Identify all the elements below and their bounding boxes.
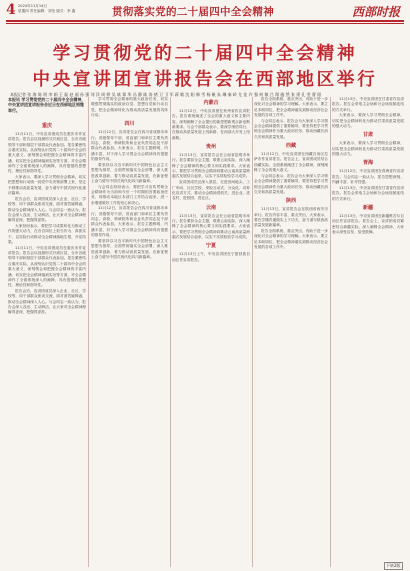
headline-line-1: 学习贯彻党的二十届四中全会精神 xyxy=(52,44,358,64)
article-column-1 xyxy=(8,120,86,566)
paragraph: 要坚持以习近平新时代中国特色社会主义思想为指导，全面贯彻落实全会部署，深入推进改革创新，着力推动高质量发展，在新征程上奋力谱写中国式现代化四川新篇章。 xyxy=(91,162,168,183)
date-line xyxy=(18,4,75,14)
article-column-3 xyxy=(172,97,250,566)
continued-on-page-label: 下转2版 xyxy=(386,563,401,568)
section-heading-guizhou: 贵州 xyxy=(205,144,216,151)
paragraph: 11月13日，中央宣讲团在甘肃省作宣讲报告。报告会采取主会场和分会场视频连线的方式举行。 xyxy=(332,185,404,201)
paragraph: 11月13日，中央宣讲团在新疆维吾尔自治区作宣讲报告。报告会上，宣讲团成员紧密结合新疆实际，深入阐释全会精神，大家表示深受启发、倍受鼓舞。 xyxy=(332,213,404,234)
section-heading-chongqing: 重庆 xyxy=(41,123,52,129)
headline-line-2: 中央宣讲团宣讲报告会在西部地区举行 xyxy=(32,70,378,90)
paragraph: 11月12日，中央宣讲团在贵州省作宣讲报告。报告系统阐述了全会的重大意义和主要内容，深刻阐释了全会提出的新思想新观点新论断新要求。与会干部群众表示，要深学细悟笃行，在推动高质量发展上闯新路、在西部大开发上闯新路。 xyxy=(172,109,250,140)
paragraph: 11月12日，宣讲报告会在四川省成都市举行。省级领导干部，省直部门和单位主要负责同志，高校、科研院所和企业负责同志及干部群众代表参加。大家表示，报告主题鲜明、内涵丰富，对于深入学习领会全会精神具有很强的指导作用。 xyxy=(91,206,168,238)
section-heading-sichuan: 四川 xyxy=(124,121,135,128)
section-heading-yunnan: 云南 xyxy=(205,204,216,211)
paragraph: 11月13日，宣讲报告会在云南省昆明市举行。报告紧扣全会主题，联系云南实际，深入阐释了全会精神的核心要义和实践要求。大家表示，要把学习贯彻全会精神同推动云南高质量跨越式发展结合起来，以实干实绩检验学习成效。 xyxy=(172,153,250,179)
section-heading-neimenggu: 内蒙古 xyxy=(203,100,219,106)
paragraph: 大家纷纷表示，要把学习成果转化为推动工作的强大动力，在各自岗位上担当作为、真抓实干，以实际行动推动全会精神落地生根、开花结果。 xyxy=(8,224,86,245)
article-column-4 xyxy=(254,97,328,566)
article-column-5 xyxy=(332,97,404,566)
paragraph: 11月13日，宣讲报告会在云南省昆明市举行。报告紧扣全会主题，联系云南实际，深入阐释了全会精神的核心要义和实践要求。大家表示，要把学习贯彻全会精神同推动云南高质量跨越式发展结合起来，以实干实绩检验学习成效。 xyxy=(172,213,250,239)
paragraph: 与会同志表示，报告会为大家深入学习领会全会精神提供了重要辅导，要坚持把学习贯彻全会精神作为重大政治任务，推动西藏长治久安和高质量发展。 xyxy=(254,118,328,139)
edition-info: 星期四 责任编辑：刘莹 版式：李 鑫 xyxy=(18,9,76,13)
header-rule xyxy=(6,20,404,22)
column-divider xyxy=(252,97,253,567)
article-column-2 xyxy=(91,97,168,566)
paragraph: 11月12日，宣讲报告会在四川省成都市举行。省级领导干部，省直部门和单位主要负责同志，高校、科研院所和企业负责同志及干部群众代表参加。大家表示，报告主题鲜明、内涵丰富，对于深入学习领会全会精神具有很强的指导作用。 xyxy=(91,130,168,162)
paragraph: 宣讲团成员还深入基层，走进田间地头、工厂车间、社区学校，采取互动式、分众化、对象化宣讲方式，推动全会精神进机关、进企业、进农村、进校园、进社区。 xyxy=(172,180,250,201)
paragraph: 与会同志表示，报告会为大家深入学习领会全会精神提供了重要辅导，要坚持把学习贯彻全会精神作为重大政治任务，推动西藏长治久安和高质量发展。 xyxy=(254,173,328,194)
paragraph: 11月11日，中央宣讲团成员在重庆市作宣讲报告。报告会以视频形式开到区县，全市各级领导干部和基层干部群众代表参加。报告紧密结合重庆实际，从深刻认识党的二十届四中全会的重大意义、深刻领会和把握全会精神的丰富内涵、切实把全会精神落到实处等方面，对全会精神作了全面系统深入的阐释，具有很强的思想性、理论性和指导性。 xyxy=(8,245,86,288)
paragraph: 报告会后，宣讲团成员深入企业、社区、学校等，同干部群众座谈交流，面对面答疑释惑，推动全会精神深入人心。与会同志一致认为，报告会深入浅出、生动鲜活，让大家对全会精神理解得更深、把握得更准。 xyxy=(8,196,86,223)
column-divider xyxy=(88,97,89,567)
paragraph: 报告全面系统、重点突出，有助于进一步深化对全会精神的学习理解。大家表示，要立足本职岗位，把全会精神落实到推动经济社会发展的各项工作中。 xyxy=(254,97,328,118)
masthead-logo: 西部时报 xyxy=(352,5,401,19)
page-header xyxy=(0,0,410,21)
column-title: 贯彻落实党的二十届四中全会精神 xyxy=(112,6,274,18)
paragraph: 要坚持以习近平新时代中国特色社会主义思想为指导，全面贯彻落实全会部署，深入推进改革创新，着力推动高质量发展，在新征程上奋力谱写中国式现代化四川新篇章。 xyxy=(91,238,168,259)
paragraph: 大家表示，要深入学习贯彻全会精神，切实把全会精神转化为推动甘肃高质量发展的强大动力。 xyxy=(332,141,404,157)
issue-date: 2024年11月14日 xyxy=(18,4,48,8)
paragraph: 学习贯彻全会精神的重大政治任务，切实增强贯彻落实的政治自觉、思想自觉和行动自觉，把全会精神转化为推动高质量发展的具体行动。 xyxy=(91,97,168,118)
column-divider xyxy=(330,97,331,567)
paragraph: 11月13日，宣讲报告会在陕西省西安市举行。报告内容丰富、重点突出，大家表示，要在学懂弄通做实上下功夫，奋力谱写陕西高质量发展新篇章。 xyxy=(254,207,328,228)
paragraph: 报告全面系统、重点突出，有助于进一步深化对全会精神的学习理解。大家表示，要立足本职岗位，把全会精神落实到推动经济社会发展的各项工作中。 xyxy=(254,229,328,250)
paragraph: 大家表示，要深入学习贯彻全会精神，切实把思想和行动统一到党中央决策部署上来，坚定不移推动高质量发展，奋力谱写中国式现代化重庆篇章。 xyxy=(8,175,86,196)
paragraph: 11月12日，中央宣讲团在西藏自治区拉萨市作宣讲报告。报告会上，宣讲团成员结合西藏实际，全面系统阐述了全会精神，深刻阐释了全会的重大意义。 xyxy=(254,152,328,173)
paragraph: 与会同志纷纷表示，要把学习宣传贯彻全会精神作为当前和今后一个时期的首要政治任务，同推动本地区本部门工作结合起来，进一步增强做好工作的信心和决心。 xyxy=(91,184,168,205)
section-heading-qinghai: 青海 xyxy=(362,160,373,167)
lead-paragraph: 本报讯 学习贯彻党的二十届四中全会精神，中央宣讲团宣讲报告会近日在西部地区相继举行。 xyxy=(8,97,86,113)
section-heading-ningxia: 宁夏 xyxy=(205,243,216,250)
paragraph: 11月11日，中央宣讲团成员在重庆市作宣讲报告。报告会以视频形式开到区县，全市各级领导干部和基层干部群众代表参加。报告紧密结合重庆实际，从深刻认识党的二十届四中全会的重大意义、深刻领会和把握全会精神的丰富内涵、切实把全会精神落到实处等方面，对全会精神作了全面系统深入的阐释，具有很强的思想性、理论性和指导性。 xyxy=(8,132,86,174)
column-divider xyxy=(170,97,171,567)
section-heading-gansu: 甘肃 xyxy=(362,132,373,139)
paragraph: 大家表示，要深入学习贯彻全会精神，切实把全会精神转化为推动甘肃高质量发展的强大动力。 xyxy=(332,113,404,129)
section-heading-shaanxi: 陕西 xyxy=(285,198,296,205)
page-number: 4 xyxy=(6,2,16,18)
section-heading-xinjiang: 新疆 xyxy=(362,204,373,211)
paragraph: 11月13日上午，中央宣讲团在宁夏回族自治区作宣讲报告。 xyxy=(172,252,250,262)
byline: 本报记者 张 海 陈 明 李 娟 王 磊 赵 丽 孙 强 刘 洋 周 婷 吴 斌 郑 华 冯 静 陈 涛 褚 卫 卫 军 蒋 敏 沈 阳 韩 雪 杨 帆 朱 琳 秦 岭 尤 佳 许 强 何 敏 吕 翔 施 然 张 勇 孔 雯 曹 阳 xyxy=(10,92,322,97)
section-heading-xizang: 西藏 xyxy=(285,143,296,150)
paragraph: 11月12日，中央宣讲团在青海省作宣讲报告。与会同志一致认为，报告思想深刻、内涵丰富、针对性强。 xyxy=(332,169,404,185)
header-rule-thin xyxy=(6,23,404,24)
paragraph: 报告会后，宣讲团成员深入企业、社区、学校等，同干部群众座谈交流，面对面答疑释惑，推动全会精神深入人心。与会同志一致认为，报告会深入浅出、生动鲜活，让大家对全会精神理解得更深、把握得更准。 xyxy=(8,288,86,315)
paragraph: 11月13日，中央宣讲团在甘肃省作宣讲报告。报告会采取主会场和分会场视频连线的方式举行。 xyxy=(332,97,404,112)
